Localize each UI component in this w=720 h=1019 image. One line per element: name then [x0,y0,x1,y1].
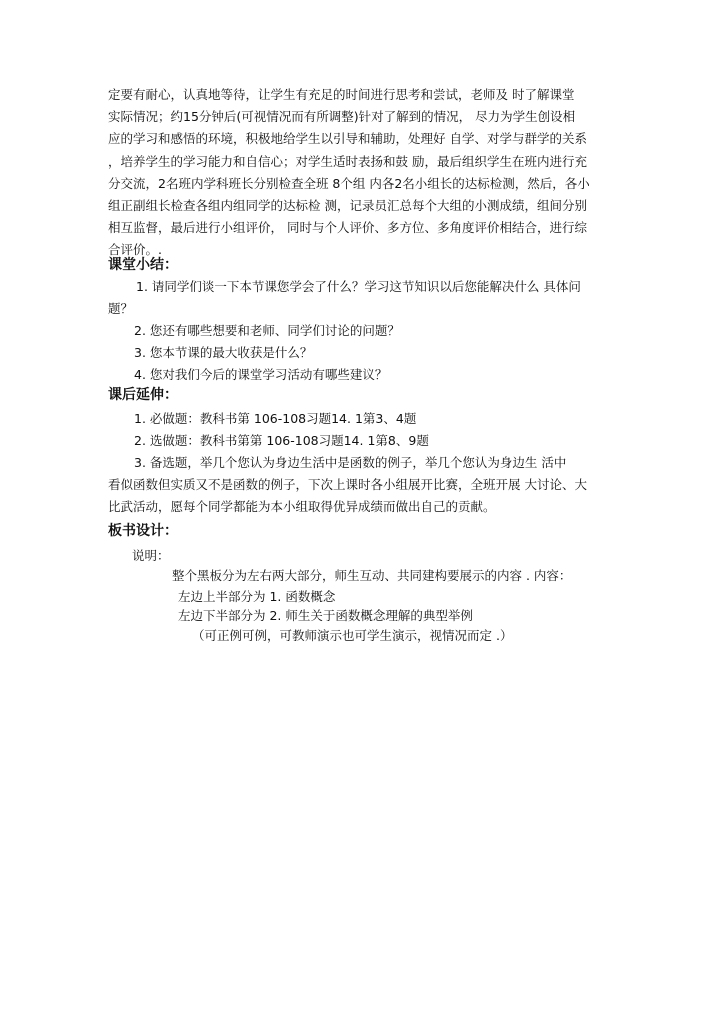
extension-item-2: 2. 选做题：教科书第第 106-108习题14. 1第8、9题 [134,433,429,448]
intro-line: 应的学习和感悟的环境，积极地给学生以引导和辅助，处理好 自学、对学与群学的关系 [108,131,587,147]
extension-list [108,408,618,518]
board-line-2: 左边上半部分为 1. 函数概念 [178,589,336,604]
summary-list [108,276,618,386]
board-label: 说明： [132,548,170,563]
extension-item-3-continued: 看似函数但实质又不是函数的例子，下次上课时各小组展开比赛，全班开展 大讨论、大 [108,477,587,492]
board-heading: 板书设计： [108,523,178,539]
board-line-1: 整个黑板分为左右两大部分，师生互动、共同建构要展示的内容 . 内容： [172,568,572,583]
board-line-4: （可正例可例，可教师演示也可学生演示，视情况而定 .） [192,628,513,643]
board-line-3: 左边下半部分为 2. 师生关于函数概念理解的典型举例 [178,608,473,623]
extension-heading: 课后延伸： [108,387,178,403]
intro-line: 合评价。. [108,242,162,258]
summary-item-2: 2. 您还有哪些想要和老师、同学们讨论的问题？ [134,323,400,338]
intro-line: 组正副组长检查各组内组同学的达标检 测，记录员汇总每个大组的小测成绩，组间分别 [108,197,587,213]
intro-line: 分交流，2名班内学科班长分别检查全班 8个组 内各2名小组长的达标检测，然后，各小 [108,175,590,191]
extension-item-3: 3. 备选题，举几个您认为身边生活中是函数的例子，举几个您认为身边生 活中 [134,455,567,470]
extension-item-3-continued: 比武活动，愿每个同学都能为本小组取得优异成绩而做出自己的贡献。 [108,499,496,514]
intro-line: 相互监督，最后进行小组评价， 同时与个人评价、多方位、多角度评价相结合，进行综 [108,220,587,236]
intro-line: 实际情况；约15分钟后(可视情况而有所调整)针对了解到的情况， 尽力为学生创设相 [108,109,576,125]
summary-heading: 课堂小结： [108,257,178,273]
summary-item-4: 4. 您对我们今后的课堂学习活动有哪些建议？ [134,367,388,382]
summary-item-1: 1. 请同学们谈一下本节课您学会了什么？学习这节知识以后您能解决什么 具体问 [136,279,581,294]
intro-paragraph [108,84,616,262]
summary-item-3: 3. 您本节课的最大收获是什么？ [134,345,313,360]
extension-item-1: 1. 必做题：教科书第 106-108习题14. 1第3、4题 [134,411,417,426]
intro-line: 定要有耐心，认真地等待，让学生有充足的时间进行思考和尝试，老师及 时了解课堂 [108,87,575,102]
intro-line: ，培养学生的学习能力和自信心；对学生适时表扬和鼓 励，最后组织学生在班内进行充 [108,153,587,169]
summary-item-1-continued: 题？ [108,301,134,316]
